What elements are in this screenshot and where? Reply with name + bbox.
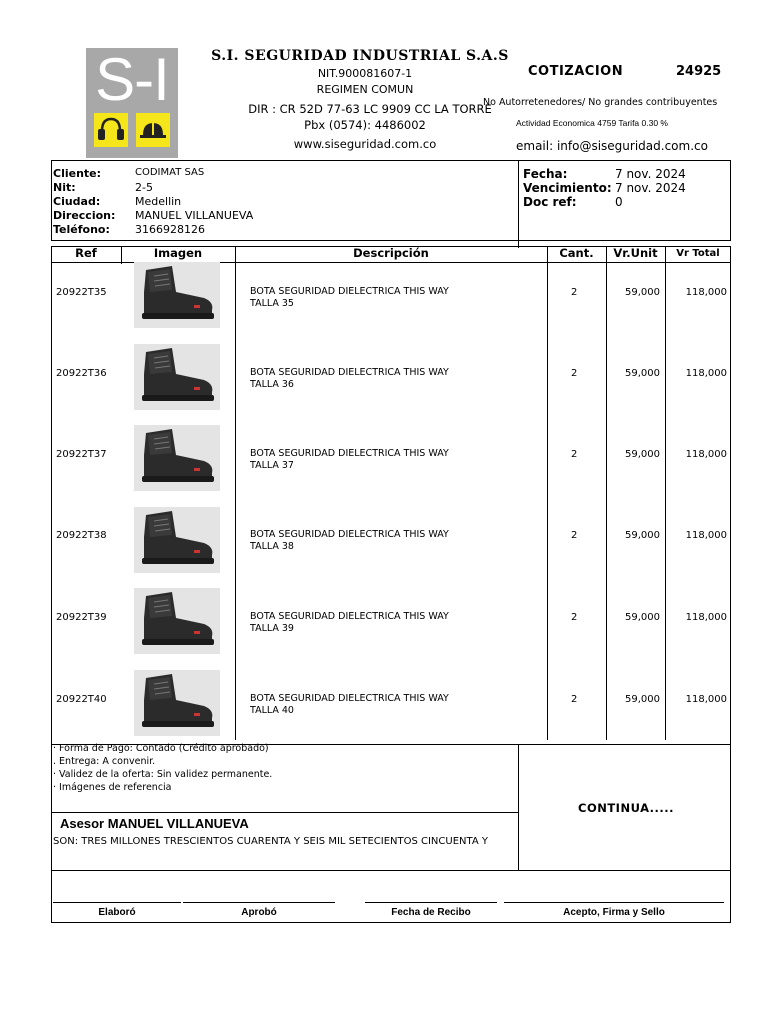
date-label: Fecha: bbox=[523, 167, 568, 181]
item-quantity: 2 bbox=[571, 287, 578, 298]
address-label: Direccion: bbox=[53, 209, 116, 222]
item-description: BOTA SEGURIDAD DIELECTRICA THIS WAY bbox=[250, 693, 449, 704]
company-address: DIR : CR 52D 77-63 LC 9909 CC LA TORRE bbox=[248, 102, 492, 116]
item-unit-price: 59,000 bbox=[625, 694, 660, 705]
notes-hline bbox=[51, 812, 518, 813]
quote-title: COTIZACION bbox=[528, 64, 624, 79]
item-total: 118,000 bbox=[685, 694, 727, 705]
item-quantity: 2 bbox=[571, 449, 578, 460]
item-ref: 20922T35 bbox=[56, 287, 107, 298]
signature-line bbox=[183, 902, 335, 903]
earmuffs-icon bbox=[94, 113, 128, 147]
company-regimen: REGIMEN COMUN bbox=[316, 83, 414, 96]
quote-number: 24925 bbox=[676, 64, 722, 79]
acceptance-label: Acepto, Firma y Sello bbox=[563, 907, 665, 918]
continues-label: CONTINUA..... bbox=[578, 801, 675, 815]
item-description: BOTA SEGURIDAD DIELECTRICA THIS WAY bbox=[250, 448, 449, 459]
boot-image bbox=[134, 588, 220, 654]
company-logo bbox=[86, 48, 178, 158]
advisor-name: Asesor MANUEL VILLANUEVA bbox=[60, 816, 249, 831]
company-name: S.I. SEGURIDAD INDUSTRIAL S.A.S bbox=[211, 48, 509, 64]
col-divider bbox=[665, 246, 666, 740]
item-quantity: 2 bbox=[571, 612, 578, 623]
item-size: TALLA 38 bbox=[250, 541, 294, 552]
item-size: TALLA 36 bbox=[250, 379, 294, 390]
item-ref: 20922T38 bbox=[56, 530, 107, 541]
tax-status: No Autorretenedores/ No grandes contribuyentes bbox=[483, 97, 718, 108]
item-total: 118,000 bbox=[685, 449, 727, 460]
phone-label: Teléfono: bbox=[53, 223, 110, 236]
company-email: email: info@siseguridad.com.co bbox=[516, 139, 708, 153]
client-name: CODIMAT SAS bbox=[135, 167, 205, 178]
date-value: 7 nov. 2024 bbox=[615, 167, 686, 181]
item-ref: 20922T39 bbox=[56, 612, 107, 623]
client-box-divider bbox=[518, 160, 519, 248]
item-ref: 20922T36 bbox=[56, 368, 107, 379]
col-divider bbox=[606, 246, 607, 740]
boot-image bbox=[134, 344, 220, 410]
item-description: BOTA SEGURIDAD DIELECTRICA THIS WAY bbox=[250, 286, 449, 297]
item-ref: 20922T40 bbox=[56, 694, 107, 705]
item-size: TALLA 40 bbox=[250, 705, 294, 716]
item-unit-price: 59,000 bbox=[625, 530, 660, 541]
item-description: BOTA SEGURIDAD DIELECTRICA THIS WAY bbox=[250, 529, 449, 540]
signature-line bbox=[365, 902, 497, 903]
boot-image bbox=[134, 507, 220, 573]
economic-activity: Actividad Economica 4759 Tarifa 0.30 % bbox=[516, 118, 668, 128]
notes-divider bbox=[518, 744, 519, 871]
logo-text: S-I bbox=[95, 46, 169, 113]
doc-ref-label: Doc ref: bbox=[523, 195, 577, 209]
col-header-description: Descripción bbox=[353, 246, 429, 260]
item-size: TALLA 37 bbox=[250, 460, 294, 471]
item-total: 118,000 bbox=[685, 612, 727, 623]
validity-terms: · Validez de la oferta: Sin validez permanente. bbox=[53, 769, 273, 780]
item-quantity: 2 bbox=[571, 530, 578, 541]
company-website: www.siseguridad.com.co bbox=[293, 137, 437, 151]
col-divider bbox=[121, 246, 122, 264]
item-unit-price: 59,000 bbox=[625, 368, 660, 379]
signature-line bbox=[504, 902, 724, 903]
col-header-image: Imagen bbox=[153, 246, 203, 260]
signature-line bbox=[53, 902, 181, 903]
client-label: Cliente: bbox=[53, 167, 102, 180]
item-unit-price: 59,000 bbox=[625, 449, 660, 460]
payment-terms: · Forma de Pago: Contado (Crédito aprobado) bbox=[53, 743, 269, 754]
item-unit-price: 59,000 bbox=[625, 287, 660, 298]
boot-image bbox=[134, 262, 220, 328]
nit-label: Nit: bbox=[53, 181, 76, 194]
city-label: Ciudad: bbox=[53, 195, 101, 208]
client-phone: 3166928126 bbox=[135, 223, 205, 236]
boot-image bbox=[134, 670, 220, 736]
client-address: MANUEL VILLANUEVA bbox=[135, 209, 254, 222]
due-date-value: 7 nov. 2024 bbox=[615, 181, 686, 195]
doc-ref-value: 0 bbox=[615, 195, 623, 209]
receipt-date-label: Fecha de Recibo bbox=[391, 907, 471, 918]
item-description: BOTA SEGURIDAD DIELECTRICA THIS WAY bbox=[250, 367, 449, 378]
item-total: 118,000 bbox=[685, 287, 727, 298]
table-border-left bbox=[51, 246, 52, 744]
client-city: Medellin bbox=[135, 195, 182, 208]
col-header-unit-price: Vr.Unit bbox=[613, 246, 658, 260]
col-header-quantity: Cant. bbox=[559, 246, 594, 260]
item-total: 118,000 bbox=[685, 368, 727, 379]
table-border-right bbox=[730, 246, 731, 744]
company-phone: Pbx (0574): 4486002 bbox=[304, 118, 426, 132]
company-nit: NIT.900081607-1 bbox=[317, 67, 413, 80]
due-date-label: Vencimiento: bbox=[523, 181, 612, 195]
item-unit-price: 59,000 bbox=[625, 612, 660, 623]
boot-image bbox=[134, 425, 220, 491]
approved-by-label: Aprobó bbox=[241, 907, 277, 918]
item-size: TALLA 39 bbox=[250, 623, 294, 634]
amount-in-words: SON: TRES MILLONES TRESCIENTOS CUARENTA Y SEIS MIL SETECIENTOS CINCUENTA Y bbox=[53, 836, 488, 847]
col-header-total: Vr Total bbox=[676, 248, 720, 259]
item-quantity: 2 bbox=[571, 368, 578, 379]
hardhat-icon bbox=[136, 113, 170, 147]
delivery-terms: . Entrega: A convenir. bbox=[53, 756, 156, 767]
item-quantity: 2 bbox=[571, 694, 578, 705]
item-size: TALLA 35 bbox=[250, 298, 294, 309]
image-note: · Imágenes de referencia bbox=[53, 782, 172, 793]
item-ref: 20922T37 bbox=[56, 449, 107, 460]
col-divider bbox=[235, 246, 236, 740]
col-divider bbox=[547, 246, 548, 740]
prepared-by-label: Elaboró bbox=[98, 907, 136, 918]
item-description: BOTA SEGURIDAD DIELECTRICA THIS WAY bbox=[250, 611, 449, 622]
item-total: 118,000 bbox=[685, 530, 727, 541]
col-header-ref: Ref bbox=[75, 246, 97, 260]
client-nit: 2-5 bbox=[135, 181, 153, 194]
